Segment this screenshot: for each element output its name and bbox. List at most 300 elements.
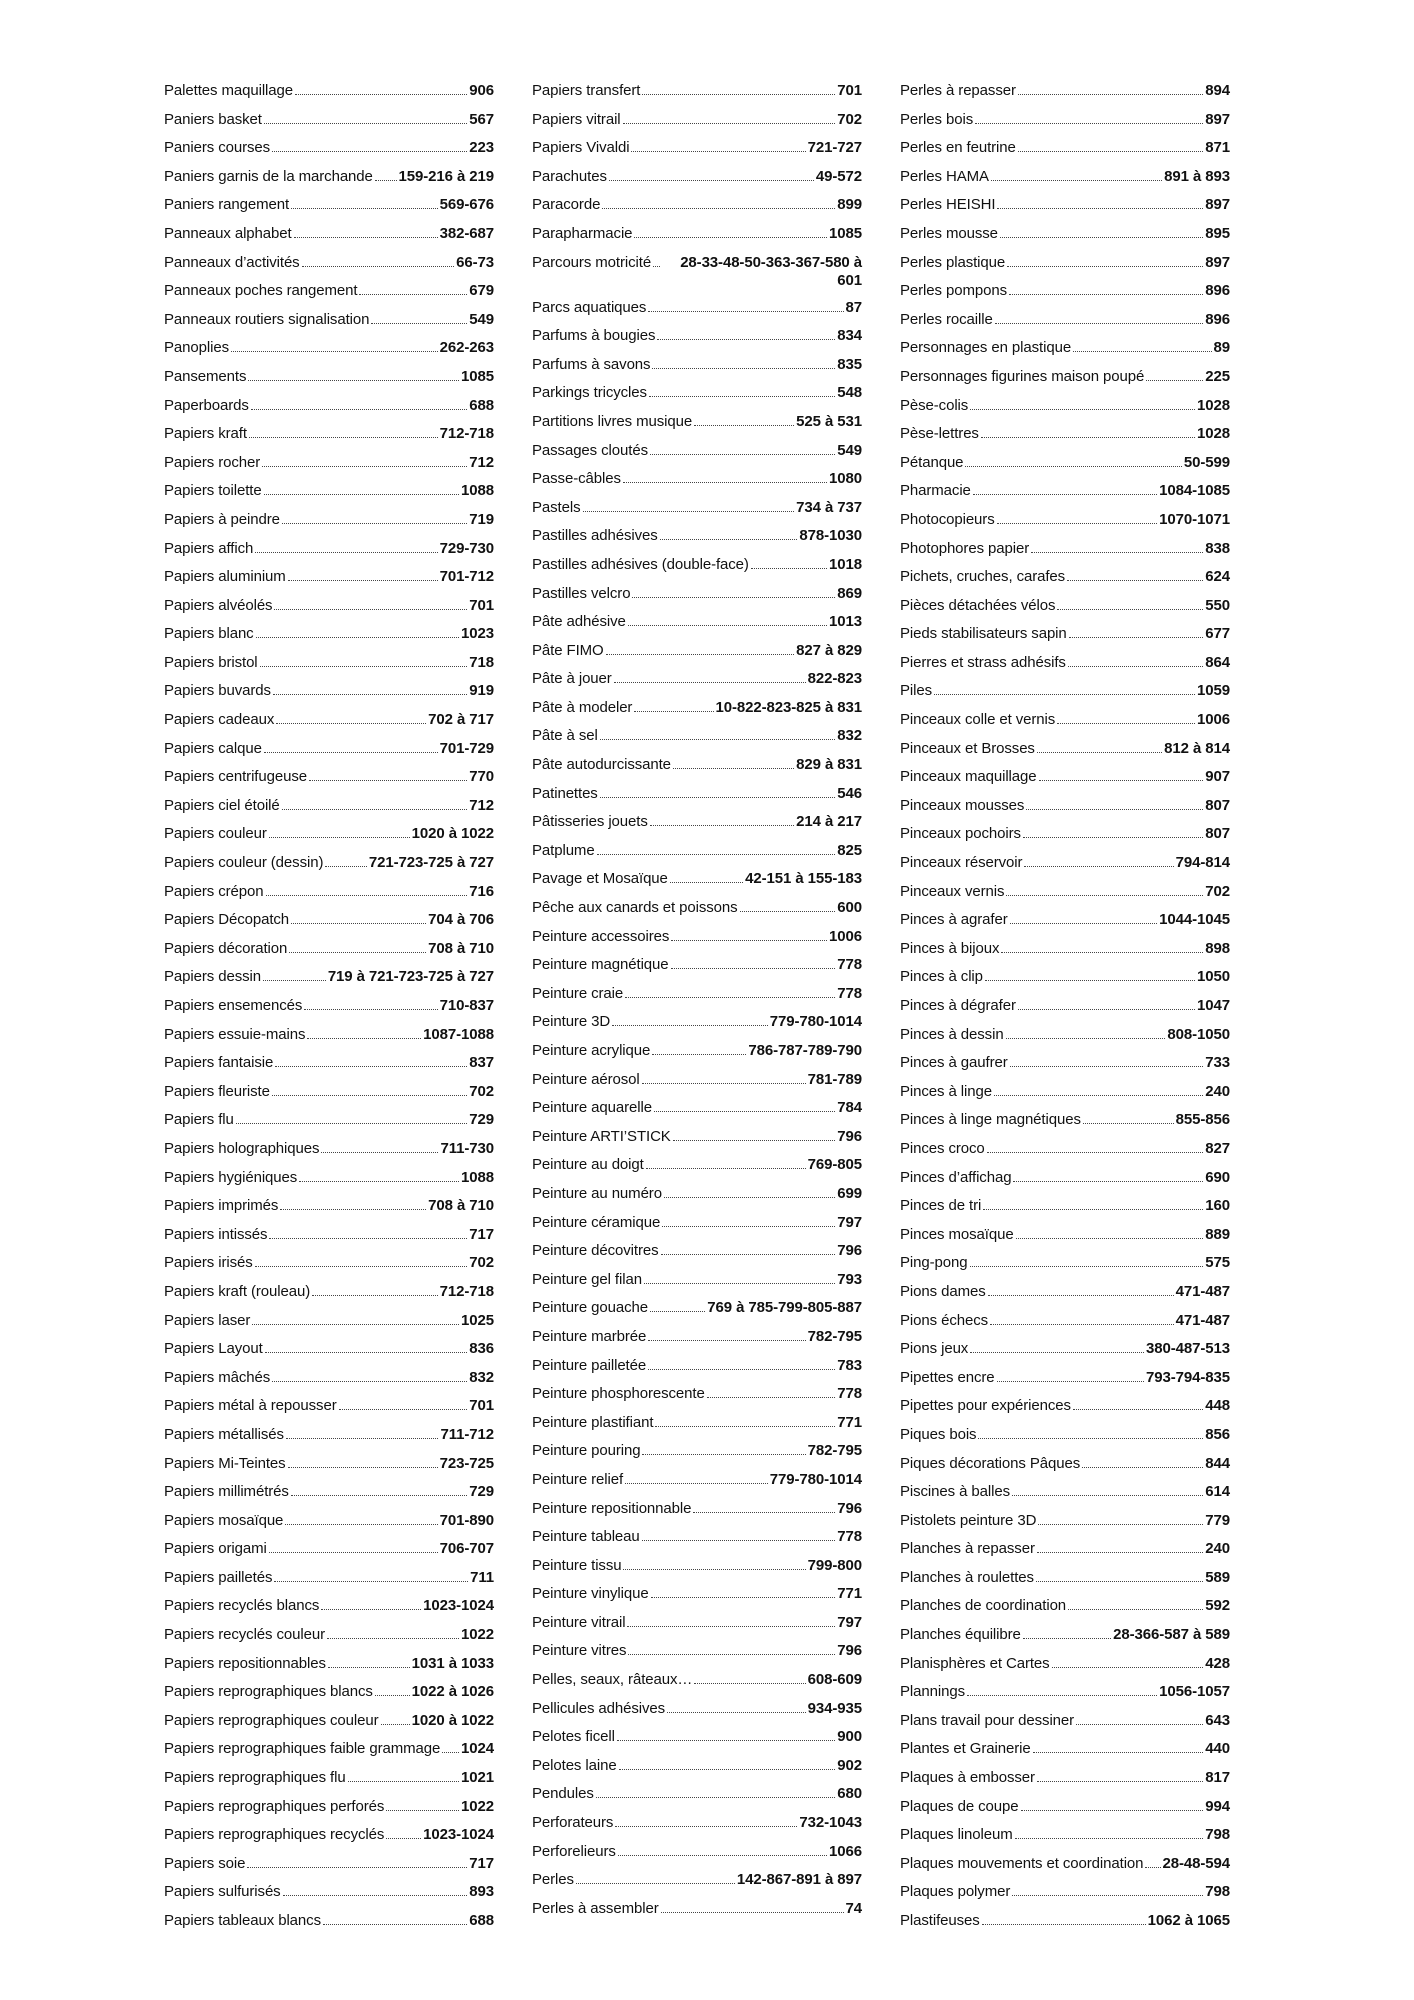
dot-leader bbox=[965, 466, 1181, 467]
dot-leader bbox=[1001, 952, 1203, 953]
index-entry bbox=[164, 654, 494, 672]
entry-pages: 934-935 bbox=[807, 1699, 862, 1717]
index-entry bbox=[532, 442, 862, 460]
index-entry bbox=[900, 1197, 1230, 1215]
dot-leader bbox=[654, 1111, 835, 1112]
dot-leader bbox=[371, 323, 467, 324]
index-entry bbox=[900, 540, 1230, 558]
index-entry bbox=[164, 797, 494, 815]
entry-label: Papiers à peindre bbox=[164, 510, 280, 528]
entry-pages: 701-712 bbox=[439, 568, 494, 586]
entry-label: Pinceaux et Brosses bbox=[900, 739, 1035, 757]
index-entry bbox=[532, 1185, 862, 1203]
entry-label: Papiers soie bbox=[164, 1854, 246, 1872]
index-entry bbox=[164, 1340, 494, 1358]
entry-pages: 600 bbox=[837, 899, 862, 917]
index-entry bbox=[532, 254, 862, 290]
dot-leader bbox=[1037, 1552, 1203, 1553]
index-entry bbox=[900, 139, 1230, 157]
index-entry bbox=[164, 1312, 494, 1330]
entry-label: Papiers aluminium bbox=[164, 568, 286, 586]
dot-leader bbox=[1010, 1066, 1204, 1067]
entry-label: Paracorde bbox=[532, 196, 601, 214]
entry-label: Ping-pong bbox=[900, 1254, 968, 1272]
entry-pages: 717 bbox=[469, 1854, 494, 1872]
dot-leader bbox=[653, 266, 660, 267]
dot-leader bbox=[606, 654, 795, 655]
dot-leader bbox=[609, 180, 814, 181]
dot-leader bbox=[657, 339, 835, 340]
entry-pages: 592 bbox=[1205, 1597, 1230, 1615]
dot-leader bbox=[323, 1924, 467, 1925]
entry-label: Passages cloutés bbox=[532, 441, 648, 459]
index-entry bbox=[900, 1512, 1230, 1530]
index-column-3 bbox=[900, 82, 1230, 1941]
index-entry bbox=[164, 482, 494, 500]
dot-leader bbox=[661, 1912, 844, 1913]
index-entry bbox=[532, 1414, 862, 1432]
entry-pages: 733 bbox=[1205, 1054, 1230, 1072]
entry-label: Piques bois bbox=[900, 1425, 977, 1443]
index-entry bbox=[532, 1156, 862, 1174]
entry-label: Pendules bbox=[532, 1785, 594, 1803]
entry-pages: 896 bbox=[1205, 282, 1230, 300]
entry-pages: 1080 bbox=[829, 470, 862, 488]
entry-pages: 779-780-1014 bbox=[769, 1013, 862, 1031]
entry-pages: 1062 à 1065 bbox=[1147, 1912, 1230, 1929]
entry-label: Perles mousse bbox=[900, 224, 998, 242]
entry-pages: 894 bbox=[1205, 82, 1230, 99]
index-entry bbox=[164, 854, 494, 872]
dot-leader bbox=[623, 123, 836, 124]
dot-leader bbox=[1069, 637, 1204, 638]
dot-leader bbox=[997, 208, 1203, 209]
entry-pages: 1023 bbox=[461, 625, 494, 643]
dot-leader bbox=[618, 1855, 827, 1856]
entry-pages: 708 à 710 bbox=[428, 1197, 494, 1215]
entry-label: Perforateurs bbox=[532, 1814, 614, 1832]
entry-label: Pharmacie bbox=[900, 482, 971, 500]
dot-leader bbox=[997, 523, 1158, 524]
entry-label: Pelles, seaux, râteaux… bbox=[532, 1671, 693, 1689]
entry-label: Pastilles adhésives bbox=[532, 527, 658, 545]
entry-pages: 717 bbox=[469, 1225, 494, 1243]
entry-label: Personnages en plastique bbox=[900, 339, 1072, 357]
entry-label: Papiers buvards bbox=[164, 682, 271, 700]
entry-pages: 1022 bbox=[461, 1626, 494, 1644]
entry-label: Peinture marbrée bbox=[532, 1327, 647, 1345]
dot-leader bbox=[282, 523, 467, 524]
entry-label: Peinture ARTI’STICK bbox=[532, 1127, 671, 1145]
entry-pages: 382-687 bbox=[439, 224, 494, 242]
index-entry bbox=[900, 825, 1230, 843]
entry-label: Papiers mosaïque bbox=[164, 1511, 284, 1529]
index-entry bbox=[532, 1671, 862, 1689]
entry-label: Pinces à linge magnétiques bbox=[900, 1111, 1081, 1129]
entry-pages: 897 bbox=[1205, 196, 1230, 214]
entry-pages: 10-822-823-825 à 831 bbox=[715, 698, 862, 716]
dot-leader bbox=[269, 1238, 467, 1239]
index-entry bbox=[532, 1071, 862, 1089]
dot-leader bbox=[642, 1540, 836, 1541]
entry-label: Papiers sulfurisés bbox=[164, 1883, 281, 1901]
entry-pages: 784 bbox=[837, 1099, 862, 1117]
entry-pages: 778 bbox=[837, 1528, 862, 1546]
entry-pages: 835 bbox=[837, 355, 862, 373]
index-entry bbox=[532, 956, 862, 974]
index-entry bbox=[900, 482, 1230, 500]
entry-pages: 471-487 bbox=[1175, 1311, 1230, 1329]
entry-label: Papiers rocher bbox=[164, 453, 261, 471]
entry-label: Peinture gouache bbox=[532, 1299, 648, 1317]
entry-pages: 550 bbox=[1205, 596, 1230, 614]
index-entry bbox=[164, 1712, 494, 1730]
index-entry bbox=[164, 940, 494, 958]
entry-label: Paperboards bbox=[164, 396, 249, 414]
entry-label: Personnages figurines maison poupé bbox=[900, 367, 1145, 385]
index-entry bbox=[900, 1912, 1230, 1930]
entry-label: Peinture vitres bbox=[532, 1642, 627, 1660]
dot-leader bbox=[650, 1311, 705, 1312]
entry-pages: 812 à 814 bbox=[1164, 739, 1230, 757]
dot-leader bbox=[236, 1123, 467, 1124]
dot-leader bbox=[265, 1352, 468, 1353]
index-entry bbox=[532, 870, 862, 888]
dot-leader bbox=[375, 180, 397, 181]
entry-pages: 907 bbox=[1205, 768, 1230, 786]
index-entry bbox=[900, 1683, 1230, 1701]
index-entry bbox=[532, 1242, 862, 1260]
entry-pages: 732-1043 bbox=[799, 1814, 862, 1832]
dot-leader bbox=[970, 409, 1195, 410]
entry-label: Pistolets peinture 3D bbox=[900, 1511, 1037, 1529]
entry-pages: 893 bbox=[469, 1883, 494, 1901]
dot-leader bbox=[707, 1397, 836, 1398]
entry-pages: 778 bbox=[837, 984, 862, 1002]
entry-label: Pinces à dégrafer bbox=[900, 997, 1016, 1014]
entry-pages: 549 bbox=[469, 310, 494, 328]
entry-label: Papiers couleur (dessin) bbox=[164, 854, 324, 872]
entry-pages: 1085 bbox=[829, 224, 862, 242]
entry-label: Papiers toilette bbox=[164, 482, 262, 500]
dot-leader bbox=[644, 1283, 835, 1284]
index-entry bbox=[164, 568, 494, 586]
entry-pages: 1084-1085 bbox=[1159, 482, 1230, 500]
index-entry bbox=[164, 711, 494, 729]
dot-leader bbox=[247, 1867, 467, 1868]
entry-pages: 706-707 bbox=[439, 1540, 494, 1558]
entry-label: Peinture accessoires bbox=[532, 927, 670, 945]
dot-leader bbox=[1026, 809, 1203, 810]
entry-label: Pinces à dessin bbox=[900, 1025, 1004, 1043]
dot-leader bbox=[988, 1295, 1174, 1296]
entry-label: Perles à assembler bbox=[532, 1899, 659, 1917]
index-entry bbox=[164, 1254, 494, 1272]
index-entry bbox=[164, 1912, 494, 1930]
dot-leader bbox=[1007, 266, 1203, 267]
entry-pages: 822-823 bbox=[807, 670, 862, 688]
dot-leader bbox=[1145, 1867, 1160, 1868]
entry-pages: 708 à 710 bbox=[428, 939, 494, 957]
entry-pages: 440 bbox=[1205, 1740, 1230, 1758]
index-entry bbox=[900, 1569, 1230, 1587]
entry-label: Papiers hygiéniques bbox=[164, 1168, 298, 1186]
dot-leader bbox=[1009, 294, 1203, 295]
entry-label: Papiers kraft (rouleau) bbox=[164, 1282, 311, 1300]
index-entry bbox=[900, 1655, 1230, 1673]
entry-label: Pions dames bbox=[900, 1282, 986, 1300]
entry-label: Papiers calque bbox=[164, 739, 262, 757]
dot-leader bbox=[263, 980, 326, 981]
entry-label: Peinture acrylique bbox=[532, 1042, 651, 1059]
index-entry bbox=[164, 825, 494, 843]
entry-pages: 1021 bbox=[461, 1769, 494, 1787]
dot-leader bbox=[1006, 1038, 1166, 1039]
dot-leader bbox=[269, 837, 410, 838]
index-entry bbox=[532, 111, 862, 129]
index-entry bbox=[900, 682, 1230, 700]
entry-pages: 891 à 893 bbox=[1164, 167, 1230, 185]
entry-pages: 567 bbox=[469, 110, 494, 128]
index-entry bbox=[164, 168, 494, 186]
entry-label: Perles pompons bbox=[900, 282, 1007, 300]
index-entry bbox=[532, 168, 862, 186]
entry-label: Papiers couleur bbox=[164, 825, 267, 843]
entry-pages: 796 bbox=[837, 1242, 862, 1260]
entry-label: Photophores papier bbox=[900, 539, 1030, 557]
entry-pages: 160 bbox=[1205, 1197, 1230, 1215]
index-entry bbox=[900, 82, 1230, 100]
dot-leader bbox=[596, 1797, 836, 1798]
entry-pages: 778 bbox=[837, 956, 862, 974]
dot-leader bbox=[740, 911, 836, 912]
index-entry bbox=[532, 413, 862, 431]
index-entry bbox=[164, 368, 494, 386]
index-entry bbox=[532, 527, 862, 545]
entry-label: Peinture décovitres bbox=[532, 1242, 659, 1260]
entry-label: Pièces détachées vélos bbox=[900, 596, 1056, 614]
dot-leader bbox=[628, 625, 827, 626]
index-entry bbox=[164, 1855, 494, 1873]
entry-label: Papiers ensemencés bbox=[164, 997, 303, 1014]
entry-label: Perles à repasser bbox=[900, 82, 1016, 99]
entry-pages: 525 à 531 bbox=[796, 412, 862, 430]
index-entry bbox=[164, 1798, 494, 1816]
entry-label: Plantes et Grainerie bbox=[900, 1740, 1031, 1758]
dot-leader bbox=[255, 552, 437, 553]
dot-leader bbox=[602, 208, 835, 209]
entry-pages: 793 bbox=[837, 1270, 862, 1288]
entry-label: Peinture aérosol bbox=[532, 1070, 640, 1088]
entry-label: Partitions livres musique bbox=[532, 412, 693, 430]
index-entry bbox=[900, 1483, 1230, 1501]
index-entry bbox=[900, 168, 1230, 186]
entry-label: Pétanque bbox=[900, 453, 964, 471]
entry-pages: 902 bbox=[837, 1756, 862, 1774]
entry-pages: 225 bbox=[1205, 367, 1230, 385]
dot-leader bbox=[1052, 1667, 1204, 1668]
index-entry bbox=[532, 1214, 862, 1232]
index-entry bbox=[164, 511, 494, 529]
dot-leader bbox=[651, 1597, 836, 1598]
entry-label: Pinceaux mousses bbox=[900, 796, 1025, 814]
entry-pages: 624 bbox=[1205, 568, 1230, 586]
dot-leader bbox=[299, 1181, 459, 1182]
index-entry bbox=[900, 1340, 1230, 1358]
index-entry bbox=[532, 1614, 862, 1632]
index-entry bbox=[164, 1140, 494, 1158]
entry-pages: 1059 bbox=[1197, 682, 1230, 700]
dot-leader bbox=[291, 923, 426, 924]
entry-label: Papiers reprographiques blancs bbox=[164, 1683, 373, 1701]
entry-label: Peinture craie bbox=[532, 984, 624, 1002]
entry-pages: 723-725 bbox=[439, 1454, 494, 1472]
dot-leader bbox=[256, 637, 459, 638]
entry-pages: 690 bbox=[1205, 1168, 1230, 1186]
entry-label: Planches à repasser bbox=[900, 1540, 1035, 1558]
entry-label: Pellicules adhésives bbox=[532, 1699, 666, 1717]
entry-label: Parcs aquatiques bbox=[532, 298, 647, 316]
index-entry bbox=[900, 997, 1230, 1015]
dot-leader bbox=[302, 266, 455, 267]
index-entry bbox=[900, 1626, 1230, 1644]
entry-pages: 794-814 bbox=[1175, 854, 1230, 872]
entry-pages: 380-487-513 bbox=[1146, 1340, 1230, 1358]
entry-pages: 712-718 bbox=[439, 1282, 494, 1300]
entry-label: Papiers reprographiques couleur bbox=[164, 1711, 379, 1729]
entry-label: Pions jeux bbox=[900, 1340, 969, 1358]
index-entry bbox=[164, 1169, 494, 1187]
dot-leader bbox=[327, 1638, 459, 1639]
index-entry bbox=[164, 225, 494, 243]
index-entry bbox=[164, 454, 494, 472]
dot-leader bbox=[1018, 94, 1203, 95]
dot-leader bbox=[1083, 1123, 1174, 1124]
entry-label: Pipettes encre bbox=[900, 1368, 995, 1386]
index-entry bbox=[900, 625, 1230, 643]
dot-leader bbox=[1076, 1724, 1203, 1725]
entry-pages: 716 bbox=[469, 882, 494, 900]
entry-pages: 549 bbox=[837, 441, 862, 459]
dot-leader bbox=[751, 568, 827, 569]
entry-label: Pinces à agrafer bbox=[900, 911, 1008, 929]
index-entry bbox=[900, 740, 1230, 758]
index-entry bbox=[164, 282, 494, 300]
entry-pages: 719 bbox=[469, 510, 494, 528]
entry-label: Plaques à embosser bbox=[900, 1769, 1035, 1787]
dot-leader bbox=[648, 1369, 835, 1370]
entry-label: Papiers bristol bbox=[164, 653, 258, 671]
entry-pages: 729 bbox=[469, 1111, 494, 1129]
entry-label: Pelotes laine bbox=[532, 1756, 617, 1774]
entry-pages: 42-151 à 155-183 bbox=[745, 870, 862, 888]
index-entry bbox=[900, 654, 1230, 672]
entry-label: Piques décorations Pâques bbox=[900, 1454, 1081, 1472]
dot-leader bbox=[272, 1095, 467, 1096]
entry-pages: 74 bbox=[845, 1899, 862, 1917]
entry-pages: 1050 bbox=[1197, 968, 1230, 986]
index-entry bbox=[900, 968, 1230, 986]
entry-label: Panneaux routiers signalisation bbox=[164, 310, 370, 328]
entry-label: Plaques de coupe bbox=[900, 1797, 1019, 1815]
entry-label: Pavage et Mosaïque bbox=[532, 870, 668, 888]
entry-pages: 898 bbox=[1205, 939, 1230, 957]
entry-pages: 710-837 bbox=[439, 997, 494, 1014]
index-entry bbox=[900, 1826, 1230, 1844]
index-entry bbox=[900, 339, 1230, 357]
dot-leader bbox=[262, 466, 467, 467]
dot-leader bbox=[655, 1426, 835, 1427]
dot-leader bbox=[617, 1740, 835, 1741]
dot-leader bbox=[660, 539, 798, 540]
index-entry bbox=[532, 1357, 862, 1375]
entry-pages: 712-718 bbox=[439, 425, 494, 443]
entry-label: Plaques mouvements et coordination bbox=[900, 1854, 1144, 1872]
dot-leader bbox=[661, 1254, 836, 1255]
entry-pages: 589 bbox=[1205, 1568, 1230, 1586]
entry-label: Peinture aquarelle bbox=[532, 1099, 652, 1117]
index-entry bbox=[164, 540, 494, 558]
entry-label: Piles bbox=[900, 682, 933, 700]
index-entry bbox=[900, 1026, 1230, 1044]
dot-leader bbox=[1013, 1181, 1203, 1182]
entry-pages: 825 bbox=[837, 841, 862, 859]
dot-leader bbox=[309, 780, 467, 781]
entry-label: Peinture gel filan bbox=[532, 1270, 642, 1288]
dot-leader bbox=[625, 1483, 768, 1484]
dot-leader bbox=[286, 1438, 439, 1439]
dot-leader bbox=[995, 323, 1204, 324]
dot-leader bbox=[1082, 1467, 1203, 1468]
index-entry bbox=[900, 1254, 1230, 1272]
entry-pages: 712 bbox=[469, 453, 494, 471]
index-entry bbox=[164, 1769, 494, 1787]
index-entry bbox=[164, 1455, 494, 1473]
entry-pages: 1022 à 1026 bbox=[411, 1683, 494, 1701]
entry-pages: 159-216 à 219 bbox=[398, 167, 494, 185]
index-entry bbox=[532, 384, 862, 402]
entry-label: Parachutes bbox=[532, 167, 607, 185]
dot-leader bbox=[628, 1654, 835, 1655]
index-entry bbox=[532, 470, 862, 488]
entry-pages: 1013 bbox=[829, 613, 862, 631]
entry-pages: 89 bbox=[1213, 339, 1230, 357]
entry-label: Peinture magnétique bbox=[532, 956, 669, 974]
index-entry bbox=[532, 356, 862, 374]
entry-label: Perles bois bbox=[900, 110, 974, 128]
entry-pages: 829 à 831 bbox=[796, 756, 862, 774]
index-entry bbox=[164, 1740, 494, 1758]
index-entry bbox=[900, 1397, 1230, 1415]
entry-pages: 142-867-891 à 897 bbox=[736, 1871, 862, 1889]
entry-pages: 702 bbox=[469, 1254, 494, 1272]
entry-label: Pinces croco bbox=[900, 1139, 985, 1157]
index-entry bbox=[532, 842, 862, 860]
entry-label: Perles plastique bbox=[900, 253, 1006, 271]
dot-leader bbox=[642, 1083, 806, 1084]
dot-leader bbox=[600, 739, 836, 740]
dot-leader bbox=[667, 1712, 806, 1713]
entry-label: Parcours motricité bbox=[532, 253, 652, 271]
entry-label: Papiers laser bbox=[164, 1311, 251, 1329]
index-entry bbox=[900, 1597, 1230, 1615]
entry-label: Pastilles velcro bbox=[532, 584, 631, 602]
entry-label: Papiers reprographiques perforés bbox=[164, 1797, 385, 1815]
dot-leader bbox=[276, 723, 426, 724]
dot-leader bbox=[634, 237, 827, 238]
entry-pages: 786-787-789-790 bbox=[748, 1042, 862, 1059]
entry-label: Papiers cadeaux bbox=[164, 711, 275, 729]
